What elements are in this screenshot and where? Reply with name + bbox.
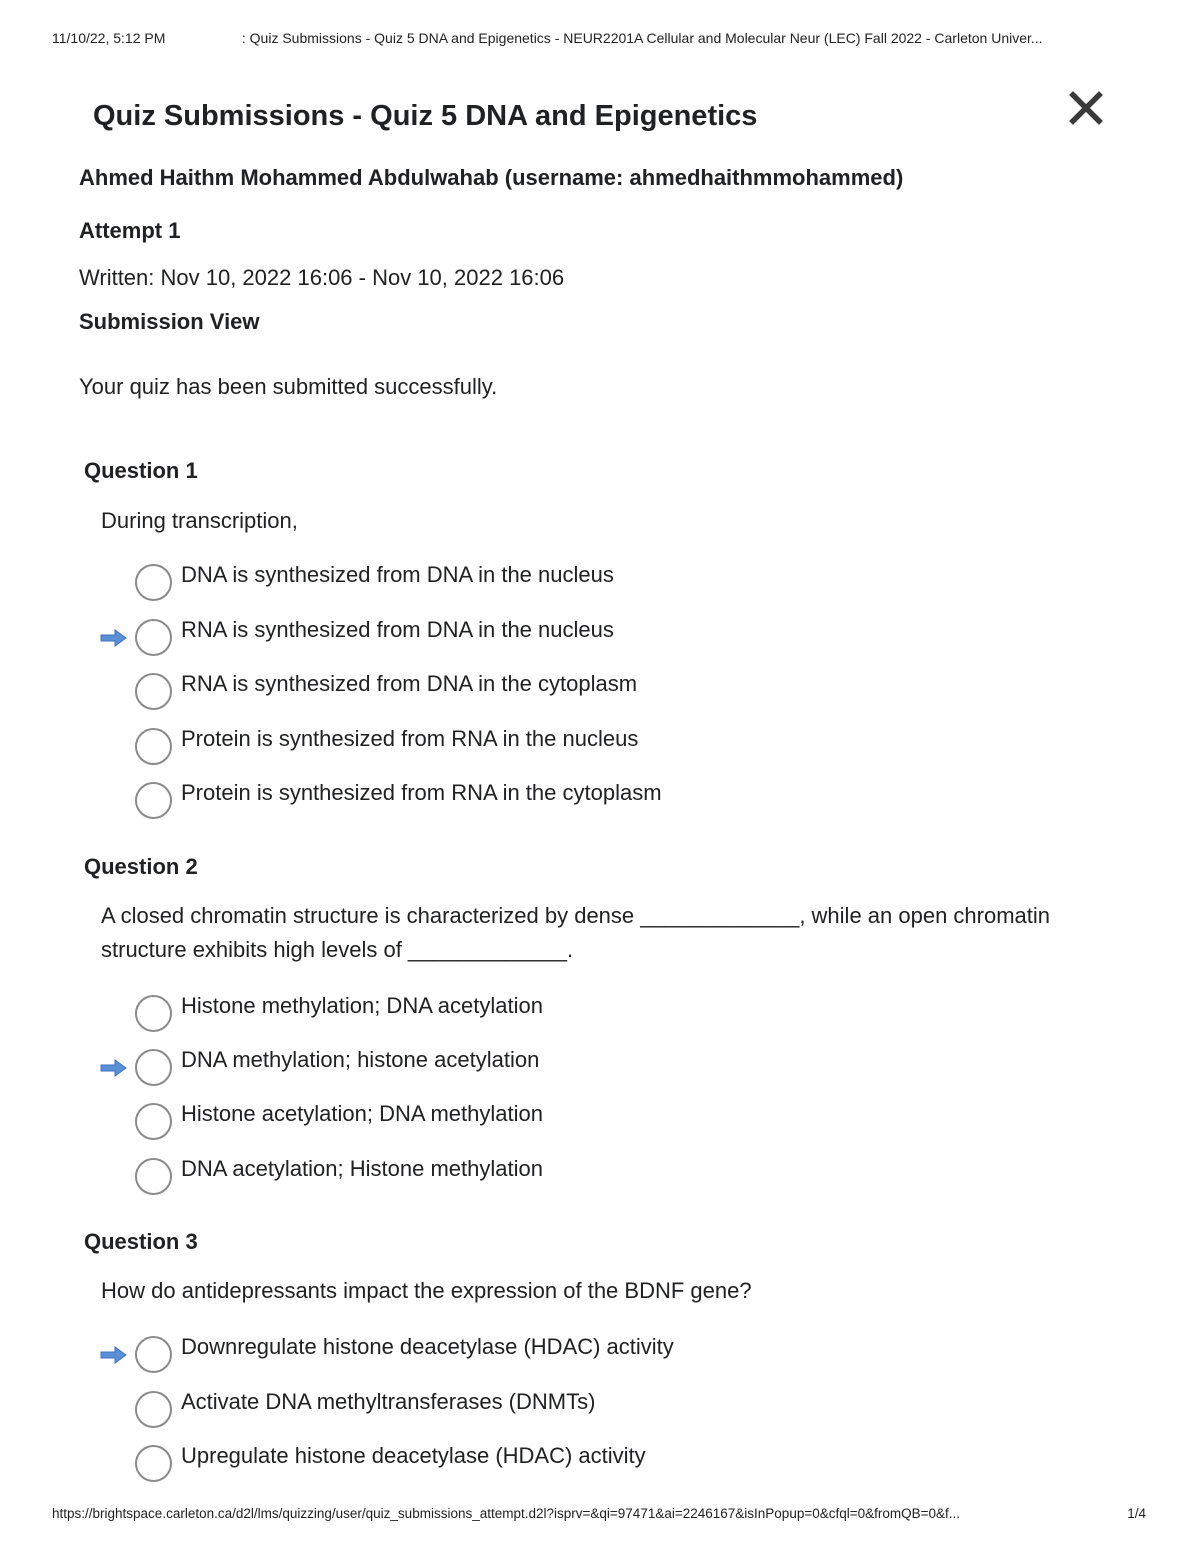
radio-button[interactable] <box>135 619 172 656</box>
answer-label: Downregulate histone deacetylase (HDAC) activity <box>181 1334 674 1359</box>
answer-label: Histone acetylation; DNA methylation <box>181 1101 543 1126</box>
answer-option-selected[interactable] <box>100 1047 1000 1087</box>
question-heading: Question 3 <box>84 1229 198 1254</box>
answer-option[interactable] <box>100 780 1000 820</box>
answer-option[interactable] <box>100 1156 1000 1196</box>
print-datetime: 11/10/22, 5:12 PM <box>52 30 166 46</box>
radio-button[interactable] <box>135 1158 172 1195</box>
answer-label: DNA methylation; histone acetylation <box>181 1047 540 1072</box>
answer-label: DNA is synthesized from DNA in the nucleus <box>181 562 614 587</box>
radio-button[interactable] <box>135 1445 172 1482</box>
question-text: How do antidepressants impact the expression of the BDNF gene? <box>101 1278 752 1303</box>
radio-button[interactable] <box>135 1103 172 1140</box>
radio-button[interactable] <box>135 564 172 601</box>
radio-button[interactable] <box>135 1391 172 1428</box>
print-doc-title: : Quiz Submissions - Quiz 5 DNA and Epigenetics - NEUR2201A Cellular and Molecular Neur (LEC) Fall 2022 - Carleton Univer... <box>241 30 1043 46</box>
radio-button[interactable] <box>135 1336 172 1373</box>
close-button[interactable] <box>1066 88 1106 128</box>
answer-label: Activate DNA methyltransferases (DNMTs) <box>181 1389 596 1414</box>
radio-button[interactable] <box>135 1049 172 1086</box>
answer-label: Histone methylation; DNA acetylation <box>181 993 543 1018</box>
radio-button[interactable] <box>135 673 172 710</box>
answer-option[interactable] <box>100 562 1000 602</box>
page-number: 1/4 <box>1127 1506 1146 1521</box>
answer-option[interactable] <box>100 993 1000 1033</box>
radio-button[interactable] <box>135 995 172 1032</box>
answer-option[interactable] <box>100 1101 1000 1141</box>
answer-label: Protein is synthesized from RNA in the nucleus <box>181 726 639 751</box>
question-text: During transcription, <box>101 508 298 533</box>
page-title: Quiz Submissions - Quiz 5 DNA and Epigenetics <box>93 100 758 132</box>
selected-arrow-icon <box>100 629 127 647</box>
print-header <box>52 30 1160 46</box>
selected-arrow-icon <box>100 1059 127 1077</box>
answer-option-selected[interactable] <box>100 1334 1000 1374</box>
answer-option[interactable] <box>100 671 1000 711</box>
question-heading: Question 2 <box>84 854 198 879</box>
answer-label: Upregulate histone deacetylase (HDAC) activity <box>181 1443 646 1468</box>
question-text: A closed chromatin structure is characterized by dense _____________, while an open chromatin structure exhibits high levels of _____________. <box>101 903 1051 962</box>
radio-button[interactable] <box>135 782 172 819</box>
answer-label: RNA is synthesized from DNA in the nucleus <box>181 617 614 642</box>
radio-button[interactable] <box>135 728 172 765</box>
answer-option[interactable] <box>100 1389 1000 1429</box>
status-message: Your quiz has been submitted successfully. <box>79 374 498 399</box>
attempt-label: Attempt 1 <box>79 218 181 243</box>
close-icon <box>1066 88 1106 128</box>
answer-option[interactable] <box>100 726 1000 766</box>
answer-label: Protein is synthesized from RNA in the cytoplasm <box>181 780 662 805</box>
print-footer <box>52 1506 1146 1524</box>
written-timestamp: Written: Nov 10, 2022 16:06 - Nov 10, 2022 16:06 <box>79 265 565 290</box>
answer-option-selected[interactable] <box>100 617 1000 657</box>
question-heading: Question 1 <box>84 458 198 483</box>
print-url: https://brightspace.carleton.ca/d2l/lms/quizzing/user/quiz_submissions_attempt.d2l?isprv=&qi=97471&ai=2246167&isInPopup=0&cfql=0&fromQB=0&f... <box>52 1506 961 1521</box>
answer-label: RNA is synthesized from DNA in the cytoplasm <box>181 671 638 696</box>
selected-arrow-icon <box>100 1346 127 1364</box>
answer-option[interactable] <box>100 1443 1000 1483</box>
student-name: Ahmed Haithm Mohammed Abdulwahab (username: ahmedhaithmmohammed) <box>79 165 904 190</box>
submission-view-label: Submission View <box>79 309 260 334</box>
answer-label: DNA acetylation; Histone methylation <box>181 1156 543 1181</box>
